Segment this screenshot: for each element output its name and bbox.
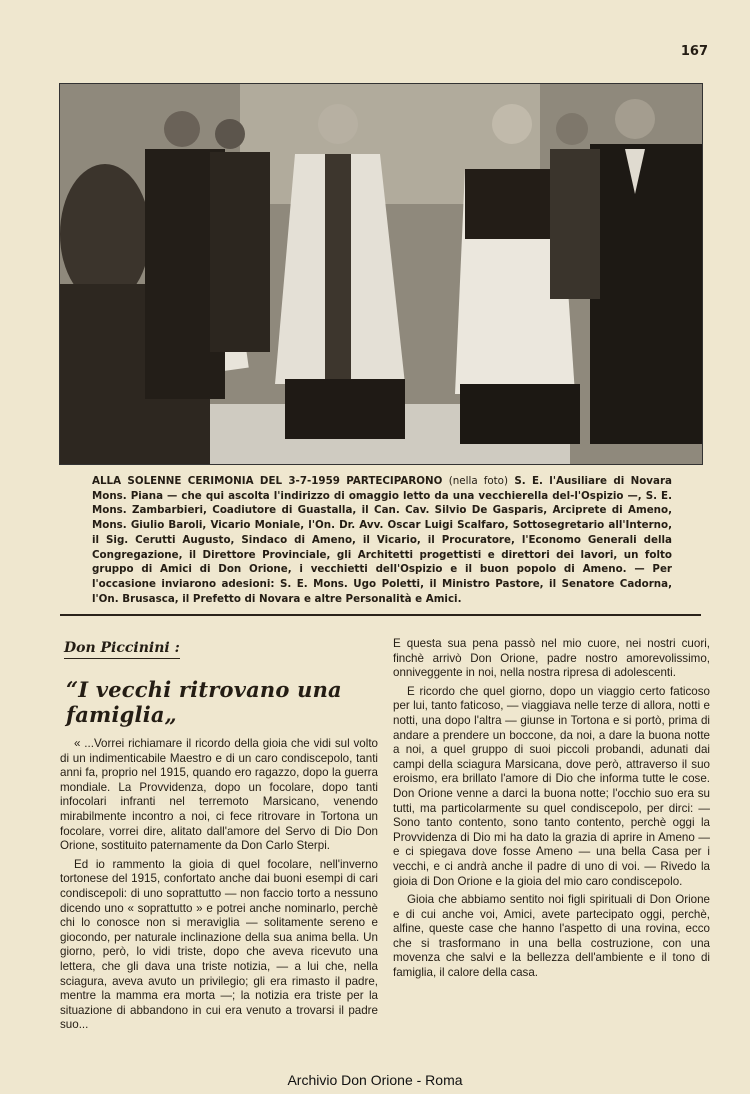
caption-photo-note: (nella foto) xyxy=(448,475,508,487)
article-paragraph: E ricordo che quel giorno, dopo un viaggio certo faticoso per lui, tanto faticoso, — viaggiava nelle terze di allora, notti e notti, una dopo l'altra — giunse in Tortona e si portò, prima di andare a prendere un boccone, da noi, a dare la buona notte a noi, a quel gruppo di suoi piccoli probandi, adunati dai campi della sciagura Marsicana, dove però, attraverso il suo eroismo, era brillato l'amore di Dio che informa tutte le cose. Don Orione venne a darci la buona notte; l'occhio suo era su tutti, ma particolarmente su quel condiscepolo, per dirci: — Sono tanto contento, sono tanto contento, perchè oggi la Provvidenza di Dio mi ha dato la grazia di aprire in Ameno — e ci spiegava dove fosse Ameno — una bella Casa per i vecchi, e ci andrà anche il padre di uno di voi. — Rivedo la gioia di Don Orione e la gioia del mio caro condiscepolo. xyxy=(393,684,710,888)
article-paragraph: « ...Vorrei richiamare il ricordo della gioia che vidi sul volto di un indimenticabile Maestro e di un caro condiscepolo, tanti anni fa, proprio nel 1915, quando ero ragazzo, dopo la guerra mondiale. La Provvidenza, dopo un focolare, dopo tanti infocolari infranti nel terremoto Marsicano, venendo mirabilmente incontro a noi, ci fece ritrovare in Tortona un focolare, vorrei dire, alitato dall'amore del Servo di Dio Don Orione, sostituito paternamente da Don Carlo Sterpi. xyxy=(60,737,378,853)
article-paragraph: E questa sua pena passò nel mio cuore, nei nostri cuori, finchè arrivò Don Orione, padre nostro amorevolissimo, onniveggente in noi, nella nostra ripresa di adolescenti. xyxy=(393,637,710,680)
page-number: 167 xyxy=(680,44,708,59)
archive-footer: Archivio Don Orione - Roma xyxy=(287,1072,463,1088)
caption-text: S. E. l'Ausiliare di Novara Mons. Piana — che qui ascolta l'indirizzo di omaggio letto da una vecchierella del-l'Ospizio —, S. E. Mons. Zambarbieri, Coadiutore di Guastalla, il Can. Cav. Silvio De Gasparis, Arciprete di Ameno, Mons. Giulio Baroli, Vicario Moniale, l'On. Dr. Avv. Oscar Luigi Scalfaro, Sottosegretario all'Interno, il Sig. Cerutti Augusto, Sindaco di Ameno, il Vicario, il Procuratore, l'Economo Generali della Congregazione, il Direttore Provinciale, gli Architetti progettisti e direttori dei lavori, un folto gruppo di Amici di Don Orione, i vecchietti dell'Ospizio e il buon popolo di Ameno. — Per l'occasione inviarono adesioni: S. E. Mons. Ugo Poletti, il Ministro Pastore, il Senatore Cadorna, l'On. Brusasca, il Prefetto di Novara e altre Personalità e Amici. xyxy=(92,475,672,605)
article-right-column xyxy=(393,637,710,981)
article-author: Don Piccinini : xyxy=(64,640,180,659)
photo-illustration xyxy=(60,84,702,464)
photo-caption xyxy=(92,474,672,606)
figure-man-suit xyxy=(590,99,702,444)
article-left-column xyxy=(60,637,378,1033)
figure-priest-back xyxy=(210,119,270,352)
caption-lead: ALLA SOLENNE CERIMONIA DEL 3-7-1959 PARTECIPARONO xyxy=(92,475,443,487)
ceremony-photo xyxy=(59,83,703,465)
section-divider xyxy=(60,614,701,616)
article-paragraph: Ed io rammento la gioia di quel focolare, nell'inverno tortonese del 1915, confortato anche dai buoni esempi di cari condiscepoli: di uno soprattutto — non faccio torto a nessuno dicendo uno « soprattutto » e potrei anche nominarlo, perchè chi lo conosce non si meraviglia — solitamente sereno e giocondo, per naturale inclinazione della sua anima bella. Un giorno, però, lo vidi triste, dopo che aveva ricevuto una lettera, che gli dava una triste notizia, — a lui che, nella sciagura, aveva avuto un privilegio; gli era rimasto il padre, mentre la mamma era morta —; la notizia era triste per la situazione di abbandono in cui era venuto a trovarsi il padre suo... xyxy=(60,857,378,1032)
article-paragraph: Gioia che abbiamo sentito noi figli spirituali di Don Orione e di cui anche voi, Amici, avete partecipato oggi, perchè, alfine, queste case che hanno l'aspetto di una rovina, ecco che si trasformano in una bella costruzione, con una movenza che salvi e la bellezza dell'ambiente e il tono di famiglia, il calore della casa. xyxy=(393,893,710,980)
article-headline: “I vecchi ritrovano una famiglia„ xyxy=(66,677,342,727)
